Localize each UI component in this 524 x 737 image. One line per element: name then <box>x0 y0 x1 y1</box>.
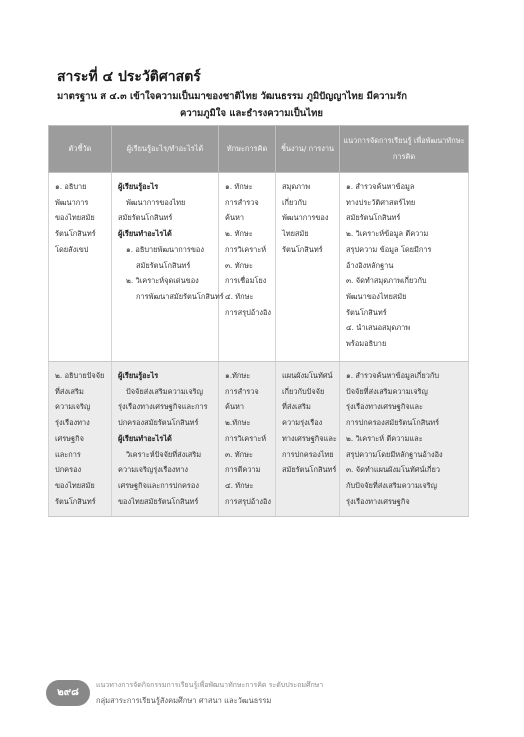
table-row <box>49 362 469 517</box>
thinking-skill-cell <box>219 173 276 362</box>
cell-line: พัฒนาการ <box>55 197 89 207</box>
learning-cell <box>112 362 219 517</box>
cell-line: ๒. วิเคราะห์ ตีความและ <box>346 433 423 443</box>
cell-line: ผู้เรียนทำอะไรได้ <box>118 229 172 239</box>
cell-line: ผู้เรียนรู้อะไร <box>118 182 159 191</box>
approach-cell <box>340 362 469 517</box>
standard-line-1: มาตรฐาน ส ๔.๓ เข้าใจความเป็นมาของชาติไทย วัฒนธรรม ภูมิปัญญาไทย มีความรัก <box>57 91 407 102</box>
indicator-cell <box>49 173 112 362</box>
cell-line: ค้นหา <box>225 402 245 412</box>
cell-line: ๒. วิเคราะห์จุดเด่นของ <box>126 276 199 286</box>
cell-line: อ้างอิงหลักฐาน <box>346 260 394 270</box>
cell-line: ของไทยสมัยรัตนโกสินทร์ <box>118 496 199 506</box>
standard-line-2: ความภูมิใจ และธำรงความเป็นไทย <box>180 108 323 119</box>
cell-line: ๒. วิเคราะห์ข้อมูล ตีความ <box>346 229 429 239</box>
cell-line: ๔. ทักษะ <box>225 480 254 490</box>
cell-line: การสำรวจ <box>225 197 259 207</box>
cell-line: ๔. นำเสนอสมุดภาพ <box>346 323 411 333</box>
cell-line: รุ่งเรืองทางเศรษฐกิจและการ <box>118 402 208 412</box>
cell-line: รัตนโกสินทร์ <box>55 496 96 506</box>
cell-line: ผู้เรียนรู้อะไร <box>118 371 159 380</box>
thinking-skill-cell <box>219 362 276 517</box>
cell-line: ของไทยสมัย <box>55 213 95 223</box>
cell-line: การสรุปอ้างอิง <box>225 496 272 506</box>
cell-line: สมัยรัตนโกสินทร์ <box>136 260 191 270</box>
cell-line: การปกครองไทย <box>282 449 334 459</box>
cell-line: ความเจริญ <box>55 402 91 412</box>
cell-line: พัฒนาการของ <box>282 213 329 223</box>
cell-line: การตีความ <box>225 465 261 475</box>
cell-line: รุ่งเรืองทางเศรษฐกิจและ <box>346 402 423 412</box>
cell-line: ไทยสมัย <box>282 229 309 239</box>
cell-line: สมัยรัตนโกสินทร์ <box>346 213 401 223</box>
cell-line: แผนผังมโนทัศน์ <box>282 371 333 380</box>
cell-line: ที่ส่งเสริม <box>55 386 84 396</box>
approach-cell <box>340 173 469 362</box>
cell-line: ๓. จัดทำแผนผังมโนทัศน์เกี่ยว <box>346 465 440 475</box>
cell-line: การสำรวจ <box>225 386 259 396</box>
cell-line: เกี่ยวกับ <box>282 197 307 207</box>
cell-line: ๒.ทักษะ <box>225 418 251 428</box>
learning-standard <box>57 88 477 122</box>
header-approach: แนวการจัดการเรียนรู้ เพื่อพัฒนาทักษะการคิด <box>340 126 469 173</box>
cell-line: เกี่ยวกับปัจจัย <box>282 386 325 396</box>
cell-line: ผู้เรียนทำอะไรได้ <box>118 433 172 443</box>
header-work: ชิ้นงาน/ การงาน <box>276 126 340 173</box>
cell-line: การวิเคราะห์ <box>225 433 267 443</box>
cell-line: เศรษฐกิจและการปกครอง <box>118 480 199 490</box>
table-header-row <box>49 126 469 173</box>
cell-line: การวิเคราะห์ <box>225 244 267 254</box>
cell-line: สมัยรัตนโกสินทร์ <box>282 465 337 475</box>
indicator-table <box>48 125 469 517</box>
cell-line: ค้นหา <box>225 213 245 223</box>
cell-line: ปกครองสมัยรัตนโกสินทร์ <box>118 418 199 428</box>
cell-line: การเชื่อมโยง <box>225 276 267 286</box>
cell-line: ปกครอง <box>55 465 82 475</box>
strand-title: สาระที่ ๔ ประวัติศาสตร์ <box>57 69 201 85</box>
cell-line: ๑. อธิบาย <box>55 182 87 191</box>
cell-line: ปัจจัยส่งเสริมความเจริญ <box>126 386 203 396</box>
header-indicator: ตัวชี้วัด <box>49 126 112 173</box>
cell-line: ๑. สำรวจค้นหาข้อมูล <box>346 182 415 191</box>
cell-line: กับปัจจัยที่ส่งเสริมความเจริญ <box>346 480 437 490</box>
cell-line: และการ <box>55 449 81 459</box>
cell-line: ๒. อธิบายปัจจัย <box>55 371 105 380</box>
cell-line: ๒. ทักษะ <box>225 229 253 239</box>
cell-line: ๑. อธิบายพัฒนาการของ <box>126 244 204 254</box>
cell-line: การปกครองสมัยรัตนโกสินทร์ <box>346 418 440 428</box>
cell-line: สมุดภาพ <box>282 182 311 191</box>
cell-line: สรุปความ ข้อมูล โดยมีการ <box>346 244 432 254</box>
cell-line: ๓. ทักษะ <box>225 449 253 459</box>
cell-line: ปัจจัยที่ส่งเสริมความเจริญ <box>346 386 428 396</box>
cell-line: การพัฒนาสมัยรัตนโกสินทร์ <box>136 291 224 301</box>
cell-line: สมัยรัตนโกสินทร์ <box>118 213 173 223</box>
cell-line: ๑. ทักษะ <box>225 182 253 191</box>
cell-line: ๓. จัดทำสมุดภาพเกี่ยวกับ <box>346 276 427 286</box>
cell-line: พร้อมอธิบาย <box>346 339 387 349</box>
cell-line: การสรุปอ้างอิง <box>225 307 272 317</box>
footer-subject-group: กลุ่มสาระการเรียนรู้สังคมศึกษา ศาสนา และวัฒนธรรม <box>96 696 272 705</box>
header-thinking-skill: ทักษะการคิด <box>219 126 276 173</box>
cell-line: รุ่งเรืองทาง <box>55 418 90 428</box>
header-learning: ผู้เรียนรู้อะไร/ทำอะไรได้ <box>112 126 219 173</box>
cell-line: เศรษฐกิจ <box>55 433 84 443</box>
cell-line: ๑.ทักษะ <box>225 371 251 380</box>
cell-line: รัตนโกสินทร์ <box>55 229 96 239</box>
cell-line: ๑. สำรวจค้นหาข้อมูลเกี่ยวกับ <box>346 371 440 380</box>
table-row <box>49 173 469 362</box>
work-cell <box>276 173 340 362</box>
cell-line: ความเจริญรุ่งเรืองทาง <box>118 465 188 475</box>
cell-line: รัตนโกสินทร์ <box>346 307 387 317</box>
cell-line: ความรุ่งเรือง <box>282 418 323 428</box>
cell-line: วิเคราะห์ปัจจัยที่ส่งเสริม <box>126 449 202 459</box>
cell-line: ๔. ทักษะ <box>225 291 254 301</box>
cell-line: ทางประวัติศาสตร์ไทย <box>346 197 416 207</box>
cell-line: ทางเศรษฐกิจและ <box>282 433 337 443</box>
cell-line: สรุปความโดยมีหลักฐานอ้างอิง <box>346 449 443 459</box>
cell-line: รุ่งเรืองทางเศรษฐกิจ <box>346 496 410 506</box>
work-cell <box>276 362 340 517</box>
cell-line: รัตนโกสินทร์ <box>282 244 323 254</box>
page-number-badge: ๒๙๘ <box>46 680 90 706</box>
cell-line: ที่ส่งเสริม <box>282 402 311 412</box>
footer-book-title: แนวทางการจัดกิจกรรมการเรียนรู้เพื่อพัฒนาทักษะการคิด ระดับประถมศึกษา <box>96 681 324 689</box>
indicator-cell <box>49 362 112 517</box>
cell-line: โดยสังเขป <box>55 244 89 254</box>
learning-cell <box>112 173 224 362</box>
cell-line: พัฒนาของไทยสมัย <box>346 291 407 301</box>
cell-line: ของไทยสมัย <box>55 480 95 490</box>
cell-line: พัฒนาการของไทย <box>126 197 186 207</box>
cell-line: ๓. ทักษะ <box>225 260 253 270</box>
